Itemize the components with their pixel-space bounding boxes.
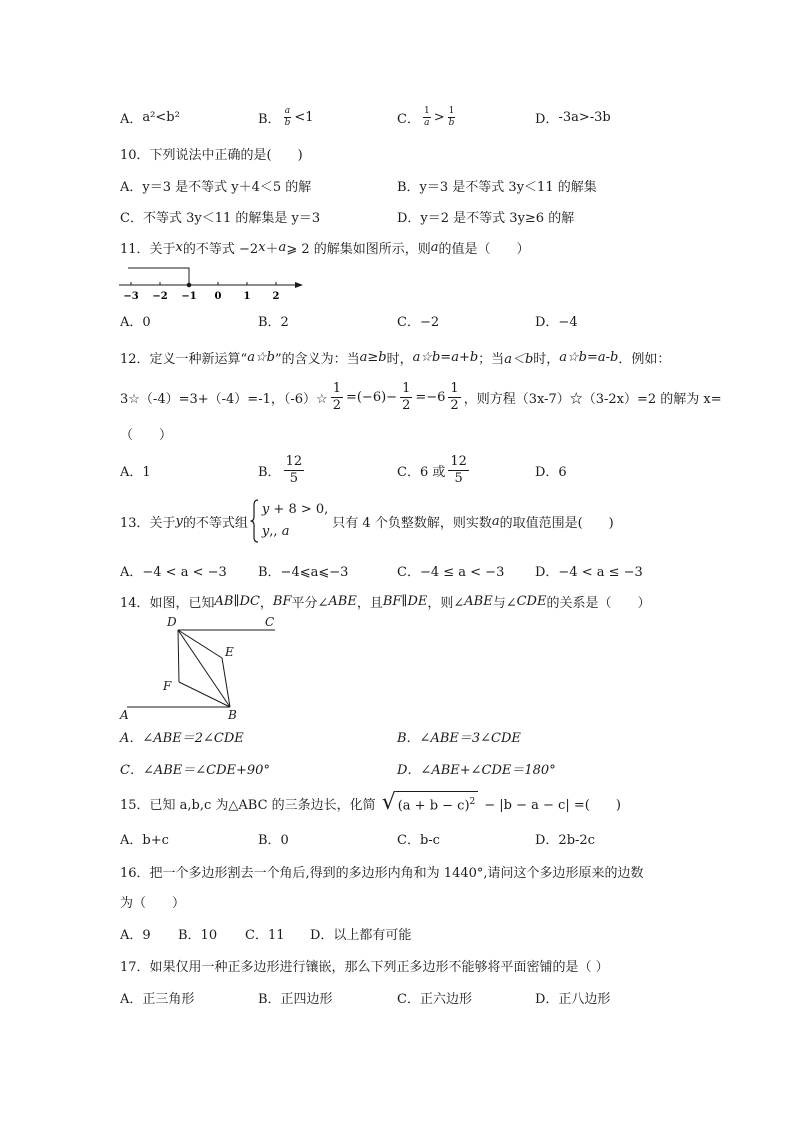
math-expr: a☆b=a+b [412, 349, 479, 365]
stem-text: 的不等式组 [182, 515, 248, 531]
stem-text: ；当 [478, 351, 505, 367]
endpoint-dot [187, 283, 192, 288]
q11-option-a: A．0 [120, 314, 151, 330]
q9-option-a [120, 107, 180, 127]
q9-option-c [397, 107, 458, 127]
q12-stem-line2 [120, 378, 722, 416]
number-line-figure [115, 260, 310, 305]
q13-stem [120, 498, 614, 544]
stem-text: 14．如图，已知 [120, 595, 215, 611]
stem-text: ，则方程（3x-7）☆（3-2x）=2 的解为 x= [463, 391, 722, 407]
stem-text: 的不等式 −2 [182, 241, 259, 257]
stem-text: ∥ [233, 593, 240, 609]
q10-option-d: D．y＝2 是不等式 3y≥6 的解 [397, 210, 575, 226]
fraction [331, 381, 343, 413]
q16-option-a: A．9 [120, 927, 151, 943]
numerator: 1 [402, 380, 411, 396]
point-label-b: B [228, 708, 237, 722]
geometry-figure [115, 612, 285, 724]
q15-option-c: C．b-c [397, 832, 440, 848]
number-line-arrow [295, 282, 303, 288]
q11-option-b: B．2 [258, 314, 289, 330]
stem-text: ，则∠ [427, 595, 465, 611]
option-label: C．6 或 [397, 464, 446, 480]
point-label-e: E [225, 645, 234, 659]
option-text: -3a>-3b [558, 109, 611, 125]
fraction [400, 381, 412, 413]
q13-option-d: D．−4 < a ≤ −3 [535, 564, 643, 580]
variable: y [175, 513, 183, 529]
math-expr: + 8 > 0, [269, 502, 329, 517]
q12-option-b [258, 452, 307, 488]
segment-eb [222, 658, 230, 707]
operator: > [433, 109, 445, 125]
stem-text: 15．已知 a,b,c 为△ABC 的三条边长，化简 [120, 797, 376, 813]
q15-option-d: D．2b-2c [535, 832, 595, 848]
q11-stem [120, 237, 530, 257]
denominator: 5 [289, 470, 298, 486]
q12-option-c [397, 452, 472, 488]
q17-option-a: A．正三角形 [120, 991, 195, 1007]
q16-option-c: C．11 [245, 927, 285, 943]
stem-text: 12．定义一种新运算“ [120, 351, 248, 367]
denominator: b [448, 117, 455, 128]
tick-label: 2 [272, 291, 280, 302]
math-expr: ,, [269, 524, 282, 539]
numerator: a [284, 105, 291, 116]
tick-label: −3 [123, 291, 139, 302]
angle-name: ABE [328, 593, 357, 609]
option-label: D． [535, 111, 559, 127]
denominator: 2 [332, 397, 341, 413]
tick-label: 1 [243, 291, 251, 302]
q10-option-b: B．y＝3 是不等式 3y＜11 的解集 [397, 179, 597, 195]
option-label: B． [258, 111, 281, 127]
q12-option-a: A．1 [120, 464, 151, 480]
stem-text: 3☆（-4）=3+（-4）=-1，（-6）☆ [120, 391, 328, 407]
fraction [448, 454, 469, 486]
variable: a [278, 239, 287, 255]
tick-label: 0 [214, 291, 222, 302]
segment-name: BF [272, 593, 292, 609]
stem-text: 的值是（ ） [438, 241, 530, 257]
option-label: B． [258, 464, 281, 480]
numerator: 1 [332, 380, 341, 396]
option-text: <1 [294, 109, 314, 125]
segment-name: DC [239, 593, 260, 609]
q10-option-a: A．y＝3 是不等式 y＋4＜5 的解 [120, 179, 312, 195]
denominator: 2 [402, 397, 411, 413]
q10-stem: 10．下列说法中正确的是( ) [120, 147, 303, 163]
inequality-system [250, 499, 328, 543]
q15-option-b: B．0 [258, 832, 289, 848]
tick-label: −2 [152, 291, 168, 302]
option-text: a²<b² [142, 109, 180, 125]
stem-text: 平分∠ [291, 595, 329, 611]
variable: x [258, 239, 266, 255]
stem-text: 只有 4 个负整数解，则实数 [332, 515, 492, 531]
q15-option-a: A．b+c [120, 832, 169, 848]
system-line-1 [262, 499, 328, 521]
numerator: 1 [450, 380, 459, 396]
stem-text: 时， [386, 351, 413, 367]
stem-text: ⩾ 2 的解集如图所示，则 [286, 241, 431, 257]
q14-stem [120, 591, 650, 611]
stem-text: ∥ [401, 593, 408, 609]
q16-option-d: D．以上都有可能 [310, 927, 412, 943]
segment-name: BF [382, 593, 402, 609]
fraction [284, 106, 292, 129]
q9-option-d [535, 107, 611, 127]
denominator: 2 [450, 397, 459, 413]
math-expr: a☆b [247, 349, 275, 365]
exponent: 2 [469, 796, 476, 807]
variable: a [281, 524, 290, 539]
radical-sign-icon: √ [381, 790, 396, 816]
numerator: 12 [285, 453, 303, 469]
option-label: A． [120, 111, 143, 127]
math-expr: a≥b [359, 349, 387, 365]
fraction [423, 106, 431, 129]
q13-option-c: C．−4 ≤ a < −3 [397, 564, 505, 580]
fraction [448, 106, 456, 129]
q17-option-b: B．正四边形 [258, 991, 333, 1007]
stem-text: ＋ [265, 241, 279, 257]
q16-stem-line1: 16．把一个多边形割去一个角后,得到的多边形内角和为 1440°,请问这个多边形原来的边数 [120, 865, 644, 881]
solution-set-indicator [128, 268, 189, 285]
stem-text: − |b − a − c| =( ) [484, 797, 621, 813]
stem-text: ．例如： [618, 351, 671, 367]
q17-option-d: D．正八边形 [535, 991, 611, 1007]
q13-option-a: A．−4 < a < −3 [120, 564, 227, 580]
q14-option-a: A．∠ABE＝2∠CDE [120, 730, 244, 746]
fraction [284, 454, 305, 486]
q15-stem [120, 789, 621, 817]
system-line-2 [262, 521, 328, 543]
q17-stem: 17．如果仅用一种正多边形进行镶嵌，那么下列正多边形不能够将平面密铺的是（ ） [120, 959, 609, 975]
q11-option-c: C．−2 [397, 314, 440, 330]
q12-stem-line1 [120, 347, 670, 367]
left-brace-icon [250, 499, 259, 543]
stem-text: 与∠ [492, 595, 517, 611]
denominator: 5 [454, 470, 463, 486]
segment-df [178, 630, 179, 682]
stem-text: 13．关于 [120, 515, 176, 531]
q14-option-c: C．∠ABE＝∠CDE+90° [120, 762, 270, 778]
q10-option-c: C．不等式 3y＜11 的解集是 y＝3 [120, 210, 321, 226]
math-expr: a☆b=a-b [559, 349, 619, 365]
variable: a [491, 513, 500, 529]
q14-option-b: B．∠ABE＝3∠CDE [397, 730, 521, 746]
q9-option-b [258, 107, 314, 127]
variable: x [175, 239, 183, 255]
point-label-d: D [167, 615, 177, 629]
q16-stem-line2: 为（ ） [120, 895, 186, 911]
q17-option-c: C．正六边形 [397, 991, 472, 1007]
stem-text: =(−6)− [345, 389, 398, 405]
variable: y [261, 502, 270, 517]
fraction [448, 381, 460, 413]
radicand [396, 791, 479, 815]
numerator: 1 [423, 105, 430, 116]
variable: y [261, 524, 270, 539]
stem-text: ”的含义为：当 [274, 351, 360, 367]
stem-text: 11．关于 [120, 241, 176, 257]
q14-option-d: D．∠ABE+∠CDE＝180° [397, 762, 556, 778]
stem-text: =−6 [415, 389, 446, 405]
denominator: b [284, 117, 291, 128]
stem-text: ， [259, 595, 273, 611]
math-expr: a＜b [504, 351, 534, 367]
denominator: a [424, 117, 430, 128]
q12-stem-line3: （ ） [120, 427, 173, 443]
numerator: 12 [450, 453, 467, 469]
tick-label: −1 [181, 291, 197, 302]
angle-name: ABE [464, 593, 493, 609]
point-label-f: F [163, 679, 172, 693]
radicand-expr: (a + b − c) [397, 798, 470, 814]
segment-fb [179, 682, 230, 707]
variable: a [430, 239, 439, 255]
segment-name: DE [407, 593, 428, 609]
system-lines [262, 499, 328, 543]
point-label-a: A [120, 708, 129, 722]
q16-option-b: B．10 [178, 927, 218, 943]
angle-name: CDE [516, 593, 547, 609]
q12-option-d: D．6 [535, 464, 567, 480]
stem-text: ，且 [356, 595, 383, 611]
numerator: 1 [448, 105, 455, 116]
stem-text: 的取值范围是( ) [499, 515, 614, 531]
point-label-c: C [265, 615, 275, 629]
stem-text: 的关系是（ ） [546, 595, 651, 611]
stem-text: 时， [533, 351, 560, 367]
segment-db [178, 630, 230, 707]
q11-option-d: D．−4 [535, 314, 578, 330]
segment-de [178, 630, 222, 658]
square-root [382, 791, 479, 815]
segment-name: AB [214, 593, 234, 609]
option-label: C． [397, 111, 420, 127]
q13-option-b: B．−4⩽a⩽−3 [258, 564, 349, 580]
